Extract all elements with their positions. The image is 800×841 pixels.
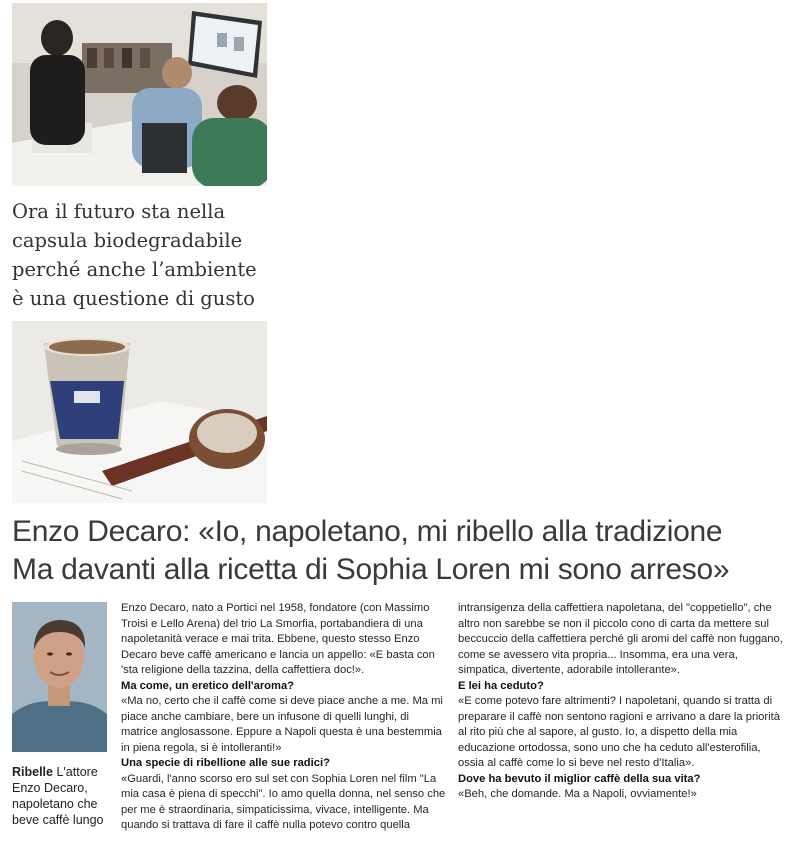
cafe-counter-photo xyxy=(12,3,267,186)
pull-quote: Ora il futuro sta nella capsula biodegradabile perché anche l’ambiente è una questione di gusto xyxy=(12,200,257,310)
article-column-1 xyxy=(121,601,447,834)
coffee-glass-graphic xyxy=(12,321,267,503)
caption-text: L'attore Enzo Decaro, napoletano che beve caffè lungo xyxy=(12,765,104,827)
article-paragraph: «E come potevo fare altrimenti? I napoletani, quando si tratta di preparare il caffè non sentono ragioni e arrivano a dare la priorità al rito più che al sapore, al gusto. Io, a dispetto della mia educazione ortodossa, sono uno che ha ceduto all'esterofilia, ossia al caffè come lo si beve nel resto d'Italia». xyxy=(458,695,780,769)
article-paragraph: «Guardi, l'anno scorso ero sul set con Sophia Loren nel film "La mia casa è piena di specchi". Io amo quella donna, nel senso che per me è straordinaria, simpaticissima, vivace, intelligente. Ma quando si trattava di fare il caffè nulla potevo contro quella xyxy=(121,772,446,831)
cafe-scene-graphic xyxy=(12,3,267,186)
article-column-2 xyxy=(458,601,788,803)
interview-question: E lei ha ceduto? xyxy=(458,679,544,692)
interview-question: Una specie di ribellione alle sue radici? xyxy=(121,757,330,769)
interview-question: Dove ha bevuto il miglior caffè della sua vita? xyxy=(458,772,701,785)
caption-bold-label: Ribelle xyxy=(12,765,53,779)
article-paragraph: «Ma no, certo che il caffè come si deve piace anche a me. Ma mi piace anche cambiare, bere un infusone di quelli lunghi, di matrice anglosassone. Eppure a Napoli questa è una bestemmia in piena regola, si è intolleranti!» xyxy=(121,695,443,754)
photo-caption xyxy=(12,764,112,828)
enzo-decaro-portrait xyxy=(12,602,107,752)
article-paragraph: «Beh, che domande. Ma a Napoli, ovviamente!» xyxy=(458,788,697,800)
article-paragraph: Enzo Decaro, nato a Portici nel 1958, fondatore (con Massimo Troisi e Lello Arena) del trio La Smorfia, portabandiera di una napoletanità verace e mai trita. Ebbene, questo stesso Enzo Decaro beve caffè americano e lancia un appello: «E basta con 'sta religione della tazzina, della caffettiera doc!». xyxy=(121,602,435,676)
article-paragraph: intransigenza della caffettiera napoletana, del "coppetiello", che altro non sarebbe se non il piccolo cono di carta da mettere sul beccuccio della caffettiera perché gli aromi del caffè non fuggano, come se avessero vita propria... Insomma, era una vera, simpatica, divertente, adorabile intollerante». xyxy=(458,602,783,676)
coffee-glass-photo xyxy=(12,321,267,503)
interview-question: Ma come, un eretico dell'aroma? xyxy=(121,679,295,692)
article-headline: Enzo Decaro: «Io, napoletano, mi ribello alla tradizione Ma davanti alla ricetta di Sophia Loren mi sono arreso» xyxy=(12,515,730,586)
portrait-graphic xyxy=(12,602,107,752)
